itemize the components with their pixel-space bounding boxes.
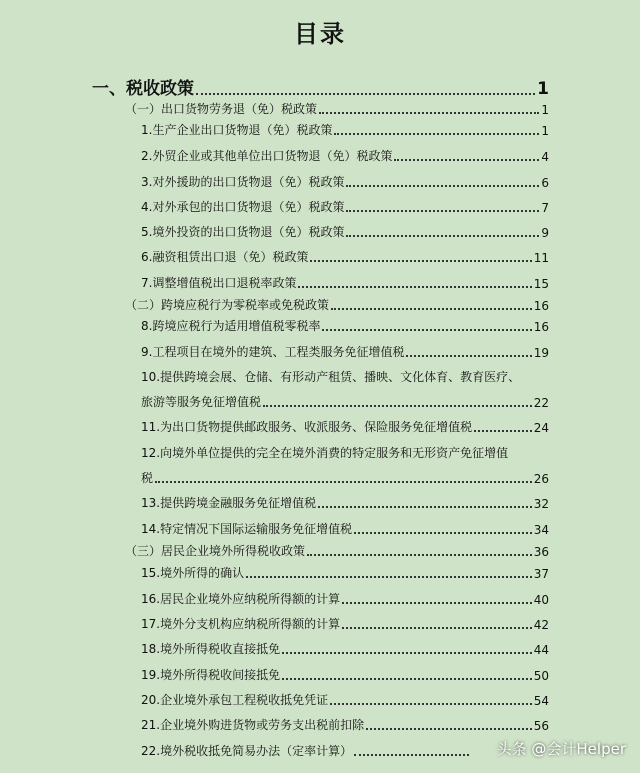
toc-entry-item-17[interactable]: 17.境外分支机构应纳税所得额的计算 42 [141,617,549,632]
toc-entry-item-2[interactable]: 2.外贸企业或其他单位出口货物退（免）税政策 4 [141,149,549,164]
page-title: 目录 [294,20,346,48]
toc-entry-item-10-line-1[interactable]: 10.提供跨境会展、仓储、有形动产租赁、播映、文化体育、教育医疗、 [141,370,521,384]
toc-entry-section-1[interactable]: 一、税收政策 1 [92,79,549,99]
toc-entry-subsection-1[interactable]: （一）出口货物劳务退（免）税政策 1 [125,102,549,117]
toc-entry-item-16[interactable]: 16.居民企业境外应纳税所得额的计算 40 [141,592,549,607]
watermark [497,738,626,759]
watermark-text: 头条 @会计Helper [496,740,626,758]
toc-entry-item-12-line-1[interactable]: 12.向境外单位提供的完全在境外消费的特定服务和无形资产免征增值 [141,446,509,460]
toc-entry-item-5[interactable]: 5.境外投资的出口货物退（免）税政策 9 [141,225,549,240]
toc-entry-item-1[interactable]: 1.生产企业出口货物退（免）税政策 1 [141,123,549,138]
toc-entry-subsection-2[interactable]: （二）跨境应税行为零税率或免税政策 16 [125,298,549,313]
toc-entry-item-19[interactable]: 19.境外所得税收间接抵免 50 [141,668,549,683]
toc-entry-item-22[interactable]: 22.境外税收抵免简易办法（定率计算） [141,742,471,759]
toc-entry-item-3[interactable]: 3.对外援助的出口货物退（免）税政策 6 [141,175,549,190]
toc-entry-item-20[interactable]: 20.企业境外承包工程税收抵免凭证 54 [141,693,549,708]
toc-entry-item-12[interactable]: 税 26 [141,471,549,486]
toc-entry-subsection-3[interactable]: （三）居民企业境外所得税收政策 36 [125,544,549,559]
toc-entry-item-8[interactable]: 8.跨境应税行为适用增值税零税率 16 [141,319,549,334]
toc-entry-item-7[interactable]: 7.调整增值税出口退税率政策 15 [141,276,549,291]
toc-entry-item-10[interactable]: 旅游等服务免征增值税 22 [141,395,549,410]
toc-entry-item-14[interactable]: 14.特定情况下国际运输服务免征增值税 34 [141,522,549,537]
toc-entry-item-4[interactable]: 4.对外承包的出口货物退（免）税政策 7 [141,200,549,215]
toc-entry-item-9[interactable]: 9.工程项目在境外的建筑、工程类服务免征增值税 19 [141,345,549,360]
toc-entry-item-21[interactable]: 21.企业境外购进货物或劳务支出税前扣除 56 [141,718,549,733]
toc-entry-item-15[interactable]: 15.境外所得的确认 37 [141,566,549,581]
toc-entry-item-11[interactable]: 11.为出口货物提供邮政服务、收派服务、保险服务免征增值税 24 [141,420,549,435]
toc-entry-item-18[interactable]: 18.境外所得税收直接抵免 44 [141,642,549,657]
toc-entry-item-13[interactable]: 13.提供跨境金融服务免征增值税 32 [141,496,549,511]
toc-entry-item-6[interactable]: 6.融资租赁出口退（免）税政策 11 [141,250,549,265]
